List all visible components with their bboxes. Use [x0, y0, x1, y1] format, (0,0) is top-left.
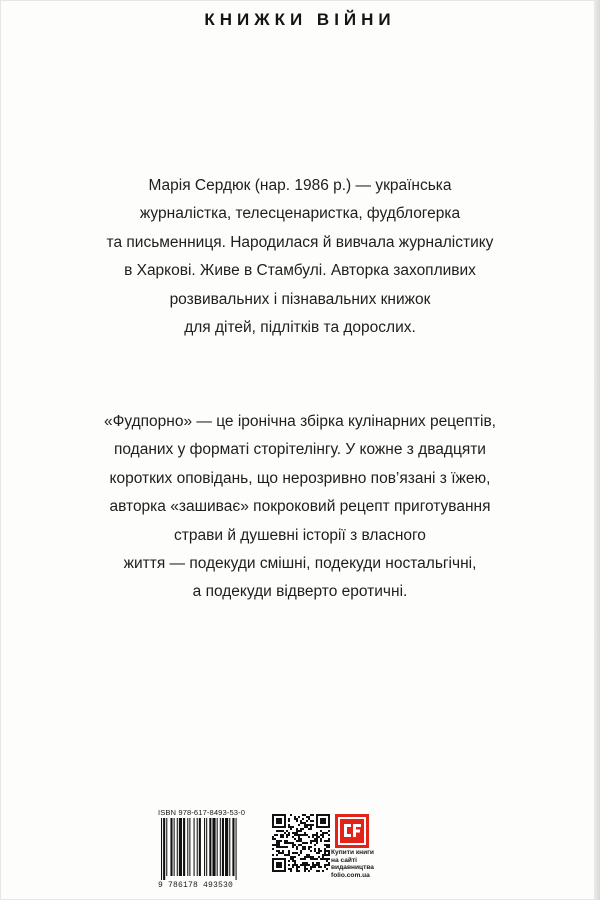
publisher-line: видавництва — [331, 864, 374, 872]
series-title: КНИЖКИ ВІЙНИ — [204, 10, 396, 29]
isbn-number: ISBN 978-617-8493-53-0 — [158, 808, 246, 817]
publisher-line: на сайті — [331, 856, 358, 864]
publisher-info — [331, 849, 381, 879]
description-line: авторка «зашиває» покроковий рецепт приготування — [109, 498, 491, 516]
description-line: «Фудпорно» — це іронічна збірка кулінарних рецептів, — [103, 413, 496, 430]
description-line: а подекуди відверто еротичні. — [192, 583, 408, 601]
publisher-line: Купити книги — [331, 849, 374, 856]
qr-code-icon[interactable] — [272, 814, 330, 872]
description-line: страви й душевні історії з власного — [174, 526, 426, 544]
bio-line: та письменниця. Народилася й вивчала журналістику — [106, 233, 494, 251]
isbn-barcode — [158, 808, 268, 892]
publisher-website-link[interactable]: folio.com.ua — [331, 871, 370, 879]
description-line: коротких оповідань, що нерозривно пов’язані з їжею, — [109, 469, 491, 487]
description-line: життя — подекуди смішні, подекуди ностальгічні, — [123, 555, 477, 573]
publisher-logo-icon — [335, 814, 369, 848]
barcode-icon — [158, 818, 268, 880]
bio-line: розвивальних і пізнавальних книжок — [169, 290, 431, 308]
book-description — [30, 408, 570, 607]
bio-line: Марія Сердюк (нар. 1986 р.) — українська — [148, 177, 452, 194]
bio-line: в Харкові. Живе в Стамбулі. Авторка захопливих — [124, 262, 476, 280]
description-line: поданих у форматі сторітелінгу. У кожне з двадцяти — [114, 441, 486, 459]
bio-line: для дітей, підлітків та дорослих. — [184, 319, 416, 337]
barcode-digits: 9 786178 493530 — [158, 881, 234, 890]
cover-edge — [594, 0, 600, 900]
author-bio — [30, 172, 570, 342]
bio-line: журналістка, телесценаристка, фудблогерка — [139, 205, 461, 223]
